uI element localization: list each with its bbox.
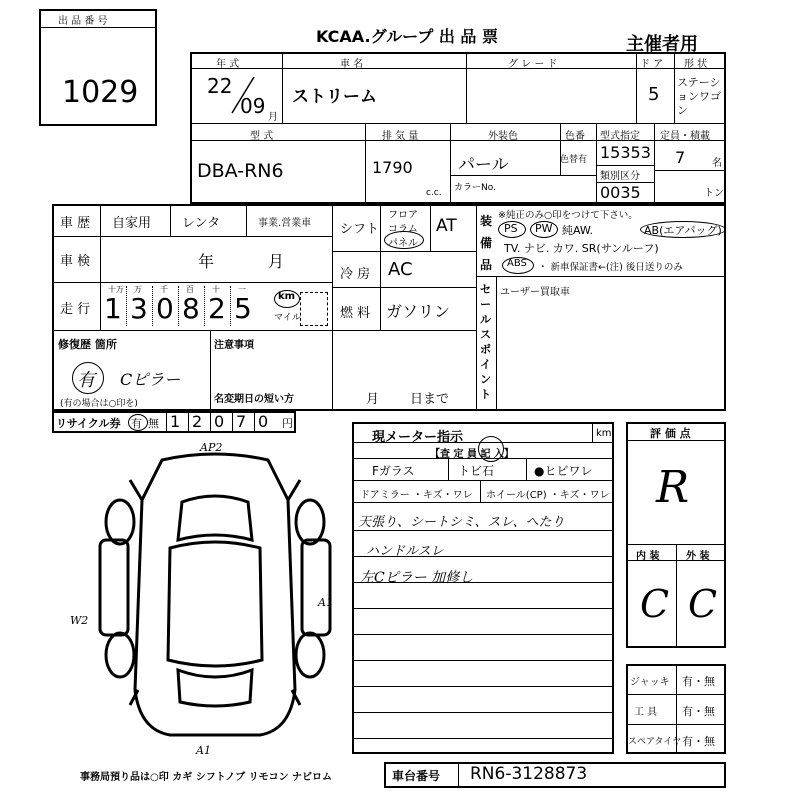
inspector-note-1: 天張り、シートシミ、スレ、へたり — [358, 515, 565, 530]
meter-inspection-row: 【査 定 員 記 入】 — [430, 449, 514, 460]
chassis-value: RN6-3128873 — [470, 764, 588, 784]
mileage-unit: 一 — [238, 285, 246, 294]
model-value: DBA-RN6 — [197, 160, 284, 182]
colorno-label: カラーNo. — [454, 183, 496, 193]
mileage-digit: 0 — [156, 292, 174, 325]
diagram-label-left: W2 — [70, 614, 89, 627]
recycle-label: リサイクル券 — [56, 417, 121, 430]
interior-grade: C — [640, 582, 670, 626]
mileage-digit: 3 — [130, 292, 148, 325]
history-opt-rental[interactable]: レンタ — [182, 216, 221, 231]
meter-fglass: Fガラス — [372, 464, 415, 478]
inspector-note-3: 左Cピラー 加修し — [360, 570, 474, 586]
exterior-color-label: 外装色 — [488, 131, 518, 142]
year-label: 年 式 — [216, 59, 240, 70]
form-title: KCAA.グループ 出 品 票 — [316, 27, 498, 46]
tons-unit: トン — [704, 188, 724, 199]
capacity-persons-unit: 名 — [712, 158, 722, 169]
lot-label: 出 品 番 号 — [58, 16, 108, 27]
equip-ps[interactable]: PS — [504, 222, 518, 235]
recycle-none[interactable]: 無 — [148, 417, 159, 430]
type-designation-label: 型式指定 — [600, 131, 640, 142]
recycle-has[interactable]: 有 — [131, 417, 142, 430]
tool-tool-value[interactable]: 有・無 — [682, 705, 715, 718]
displacement-unit: c.c. — [426, 188, 442, 198]
shift-opt-floor[interactable]: フロア — [388, 210, 418, 221]
equip-row2[interactable]: TV. ナビ. カワ. SR(サンルーフ) — [504, 242, 659, 255]
fuel-label: 燃 料 — [340, 306, 371, 321]
evaluation-score: R — [656, 462, 690, 513]
notes-label: 注意事項 — [214, 340, 254, 351]
tool-jack-label: ジャッキ — [630, 677, 670, 688]
equip-airbag[interactable]: AB(エアバッグ) — [644, 224, 722, 237]
meter-unit: km — [596, 428, 612, 439]
history-opt-private[interactable]: 自家用 — [112, 216, 152, 231]
mileage-label: 走 行 — [60, 302, 91, 317]
displacement-label: 排 気 量 — [382, 131, 419, 142]
diagram-label-right: A1 — [318, 596, 333, 609]
grade-label: グ レ ー ド — [508, 59, 558, 70]
doors-label: ド ア — [640, 59, 664, 70]
lot-number: 1029 — [62, 75, 139, 110]
exterior-label: 外 装 — [686, 551, 710, 562]
inspector-note-2: ハンドルスレ — [366, 544, 444, 559]
meter-wheel: ホイール(CP) ・キズ・ワレ — [486, 490, 610, 501]
recycle-digit: 1 — [170, 412, 181, 431]
recycle-digit: 2 — [192, 412, 203, 431]
meter-tobi: トビ石 — [458, 464, 495, 478]
mileage-digit: 5 — [234, 292, 252, 325]
equipment-side-label: 装備品 — [480, 214, 493, 272]
name-change-month: 月 — [366, 392, 380, 407]
model-label: 型 式 — [250, 131, 274, 142]
class-label: 類別区分 — [600, 171, 640, 182]
inspection-label: 車 検 — [60, 254, 91, 269]
type-designation-value: 15353 — [600, 143, 651, 162]
mileage-digit: 8 — [182, 292, 200, 325]
chassis-label: 車台番号 — [392, 769, 441, 783]
doors-value: 5 — [648, 84, 660, 105]
tool-jack-value[interactable]: 有・無 — [682, 675, 715, 688]
repair-value-circle: 有 — [77, 370, 95, 391]
owner-copy: 主催者用 — [626, 34, 698, 55]
shift-opt-column[interactable]: コラム — [388, 224, 418, 235]
inspection-month-unit: 月 — [268, 252, 285, 271]
mileage-unit: 十 — [212, 285, 220, 294]
interior-label: 内 装 — [636, 551, 660, 562]
shift-value: AT — [436, 216, 457, 236]
car-damage-diagram — [90, 440, 340, 760]
diagram-label-top: AP2 — [200, 441, 223, 454]
meter-label: 現メーター指示 — [372, 430, 464, 445]
tool-tool-label: 工 具 — [634, 707, 658, 718]
recycle-digit: 0 — [258, 412, 269, 431]
diagram-label-bottom: A1 — [196, 744, 211, 757]
meter-hibi: ●ヒビワレ — [534, 464, 593, 478]
mileage-digit: 1 — [104, 292, 122, 325]
fuel-value: ガソリン — [386, 302, 451, 321]
body-type-value: ステーションワゴン — [677, 76, 721, 117]
color-replace-label: 色替有 — [560, 155, 588, 165]
car-name-label: 車 名 — [340, 59, 364, 70]
shift-opt-panel[interactable]: パネル — [388, 238, 418, 249]
history-label: 車 歴 — [60, 216, 91, 231]
equipment-note: ※純正のみ○印をつけて下さい。 — [498, 210, 638, 221]
equip-pw[interactable]: PW — [535, 222, 553, 235]
inspection-year-unit: 年 — [198, 252, 215, 271]
aircon-label: 冷 房 — [340, 267, 371, 282]
evaluation-label: 評 価 点 — [650, 427, 691, 440]
repair-note: (有の場合は○印を) — [60, 399, 138, 409]
equip-aw[interactable]: 純AW. — [562, 224, 594, 237]
recycle-digit: 7 — [236, 412, 247, 431]
sales-point-label: セールスポイント — [480, 283, 491, 401]
capacity-label: 定員・積載 — [660, 131, 710, 142]
body-type-label: 形 状 — [684, 59, 708, 70]
recycle-yen: 円 — [282, 417, 293, 430]
meter-mirror: ドアミラー ・キズ・ワレ — [360, 490, 473, 501]
mileage-unit: 百 — [186, 285, 194, 294]
month-value: 09 — [240, 94, 266, 118]
repair-label: 修復歴 箇所 — [58, 338, 117, 351]
mileage-unit: 十万 — [108, 285, 124, 294]
color-no-label: 色番 — [565, 131, 585, 142]
mileage-unit: 千 — [160, 285, 168, 294]
displacement-value: 1790 — [372, 158, 413, 177]
equip-abs[interactable]: ABS — [507, 258, 527, 269]
mileage-digit: 2 — [208, 292, 226, 325]
repair-value-text: Cピラー — [120, 370, 181, 389]
exterior-color-value: パール — [458, 155, 509, 175]
month-unit: 月 — [268, 112, 278, 123]
capacity-persons: 7 — [675, 148, 686, 167]
history-opt-business[interactable]: 事業.営業車 — [258, 218, 312, 229]
exterior-grade: C — [688, 582, 718, 626]
footer-left: 事務局預り品は○印 カギ シフトノブ リモコン ナビロム — [80, 772, 333, 783]
mileage-km[interactable]: km — [278, 291, 296, 302]
mileage-unit: 万 — [134, 285, 142, 294]
class-value: 0035 — [600, 183, 641, 202]
mileage-mile[interactable]: マイル — [274, 313, 301, 323]
tool-spare-label: スペアタイヤ — [628, 737, 682, 747]
equip-row3[interactable]: ・ 新車保証書←(注) 後日送りのみ — [538, 262, 683, 273]
recycle-digit: 0 — [214, 412, 225, 431]
user-purchase-label: ユーザー買取車 — [500, 287, 570, 298]
tool-spare-value[interactable]: 有・無 — [682, 735, 715, 748]
shift-label: シフト — [340, 222, 380, 237]
name-change-label: 名変期日の短い方 — [214, 394, 294, 405]
car-name-value: ストリーム — [292, 87, 377, 107]
name-change-day: 日まで — [410, 392, 450, 407]
year-value: 22 — [207, 74, 233, 98]
aircon-value: AC — [388, 259, 413, 280]
